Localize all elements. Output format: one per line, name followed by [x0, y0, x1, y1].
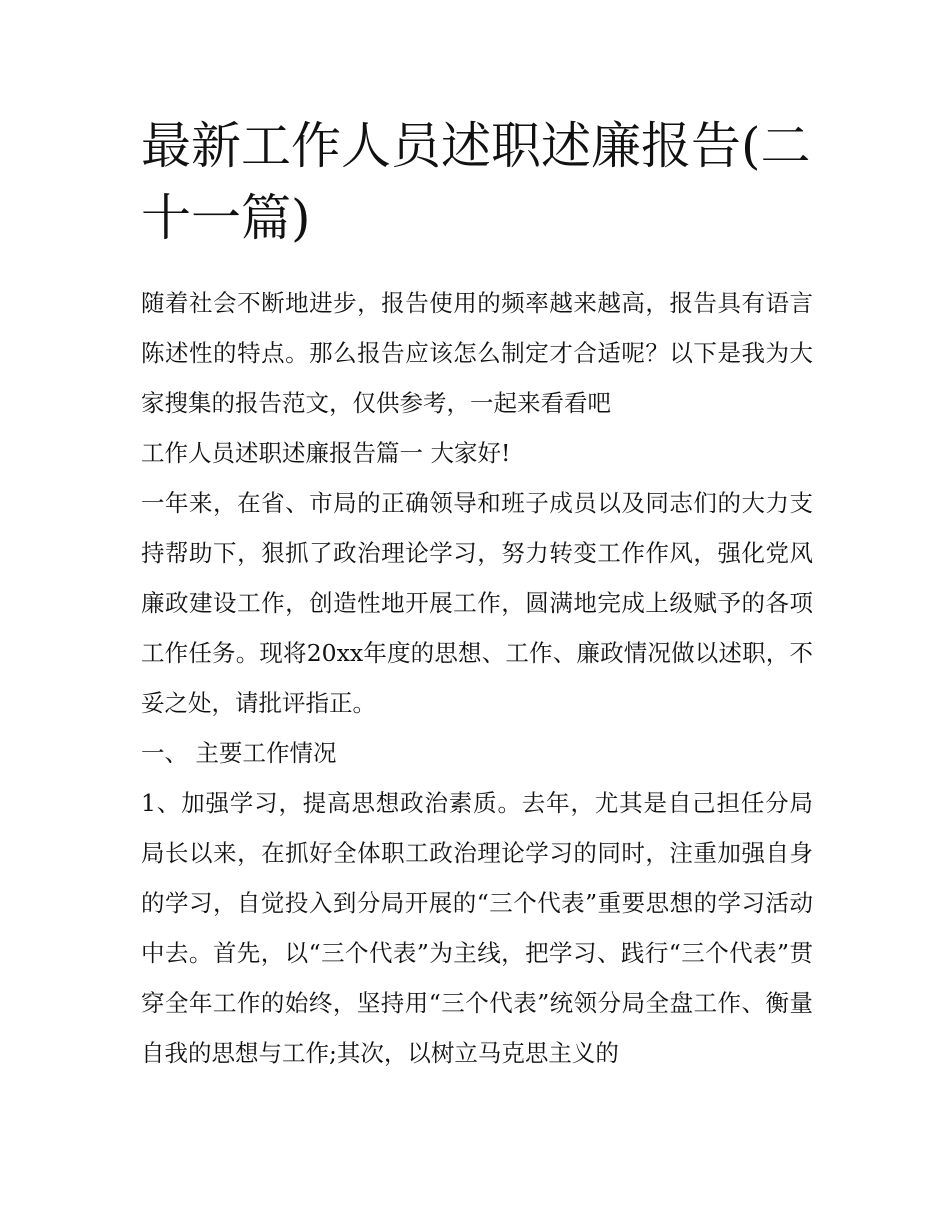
document-body	[141, 110, 813, 1078]
document-title: 最新工作人员述职述廉报告(二十一篇)	[141, 117, 811, 247]
paragraph-intro: 随着社会不断地进步，报告使用的频率越来越高，报告具有语言陈述性的特点。那么报告应该怎么制定才合适呢？以下是我为大家搜集的报告范文，仅供参考，一起来看看吧	[141, 289, 813, 417]
paragraph-summary: 一年来，在省、市局的正确领导和班子成员以及同志们的大力支持帮助下，狠抓了政治理论学习，努力转变工作作风，强化党风廉政建设工作，创造性地开展工作，圆满地完成上级赋予的各项工作任务。现将20xx年度的思想、工作、廉政情况做以述职，不妥之处，请批评指正。	[141, 489, 813, 717]
paragraph-study: 1、加强学习，提高思想政治素质。去年，尤其是自己担任分局局长以来，在抓好全体职工政治理论学习的同时，注重加强自身的学习，自觉投入到分局开展的“三个代表”重要思想的学习活动中去。首先，以“三个代表”为主线，把学习、践行“三个代表”贯穿全年工作的始终，坚持用“三个代表”统领分局全盘工作、衡量自我的思想与工作;其次，以树立马克思主义的	[141, 789, 813, 1067]
title-spacer	[141, 254, 813, 278]
section-heading: 一、 主要工作情况	[141, 739, 337, 767]
paragraph-greeting: 工作人员述职述廉报告篇一 大家好!	[141, 439, 511, 467]
